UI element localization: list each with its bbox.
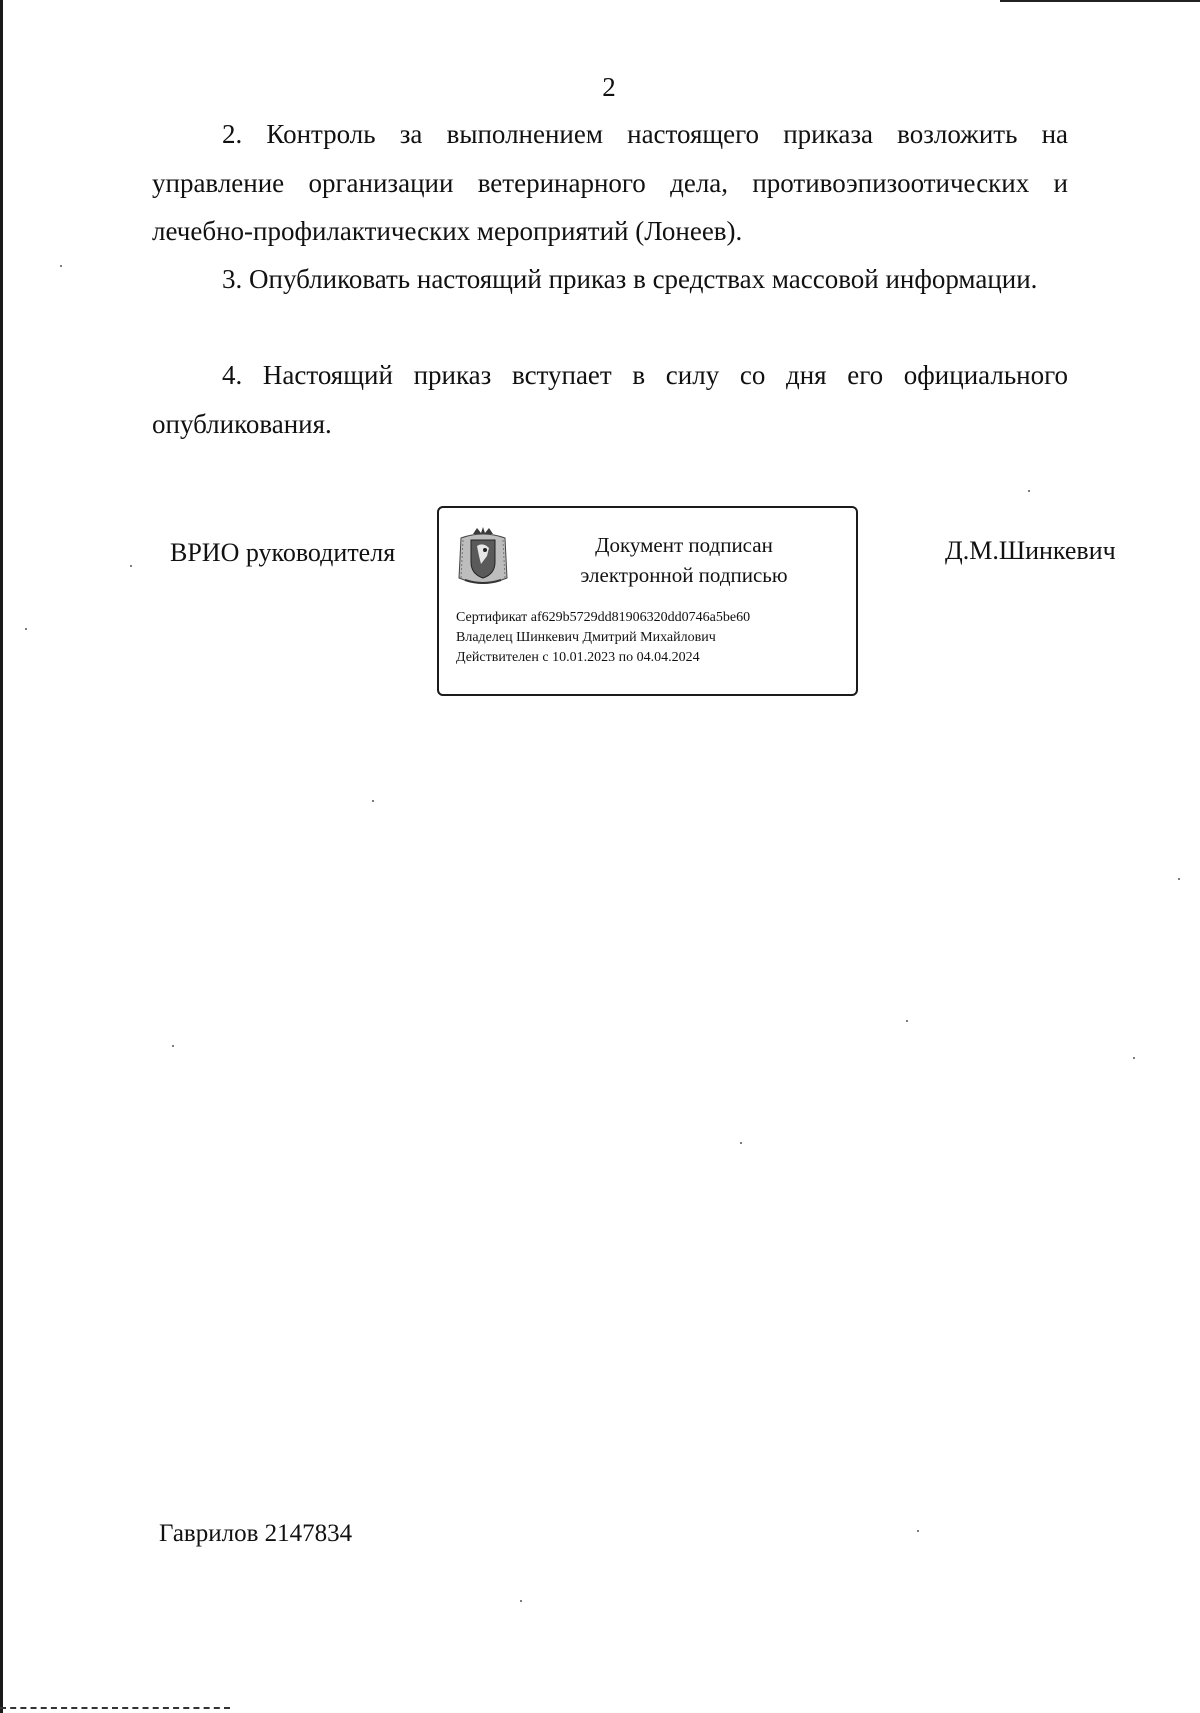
scan-edge-left (0, 0, 3, 1713)
scan-speck (372, 800, 374, 802)
scan-speck (172, 1045, 174, 1047)
signer-title: ВРИО руководителя (170, 538, 396, 567)
paragraph-3: 3. Опубликовать настоящий приказ в средствах массовой информации. (222, 264, 1038, 294)
scan-speck (520, 1600, 522, 1602)
executor-line: Гаврилов 2147834 (159, 1520, 353, 1547)
scan-speck (1133, 1057, 1135, 1059)
signer-name: Д.М.Шинкевич (945, 536, 1116, 565)
scan-edge-bottom (0, 1705, 230, 1709)
scan-speck (906, 1020, 908, 1022)
paragraph-2: 2. Контроль за выполнением настоящего приказа возложить на управление организации ветеринарного дела, противоэпизоотических и лечебно-профилактических мероприятий (Лонеев). (152, 119, 1068, 246)
stamp-owner: Владелец Шинкевич Дмитрий Михайлович (456, 630, 716, 645)
coat-of-arms-icon (455, 526, 511, 588)
stamp-header-line-1: Документ подписан (595, 533, 773, 557)
stamp-header-line-2: электронной подписью (580, 563, 788, 587)
electronic-signature-stamp (437, 506, 858, 696)
stamp-validity: Действителен с 10.01.2023 по 04.04.2024 (456, 650, 700, 665)
scan-speck (25, 628, 27, 630)
page-number: 2 (602, 72, 616, 102)
scan-speck (917, 1530, 919, 1532)
scan-speck (130, 565, 132, 567)
scan-edge-top (1000, 0, 1200, 2)
scan-speck (60, 265, 62, 267)
stamp-header (539, 530, 829, 590)
stamp-certificate: Сертификат af629b5729dd81906320dd0746a5be60 (456, 610, 751, 625)
scan-speck (740, 1142, 742, 1144)
paragraph-4: 4. Настоящий приказ вступает в силу со дня его официального опубликования. (152, 360, 1068, 439)
scan-speck (1178, 878, 1180, 880)
stamp-details (456, 608, 750, 668)
scan-speck (1028, 490, 1030, 492)
